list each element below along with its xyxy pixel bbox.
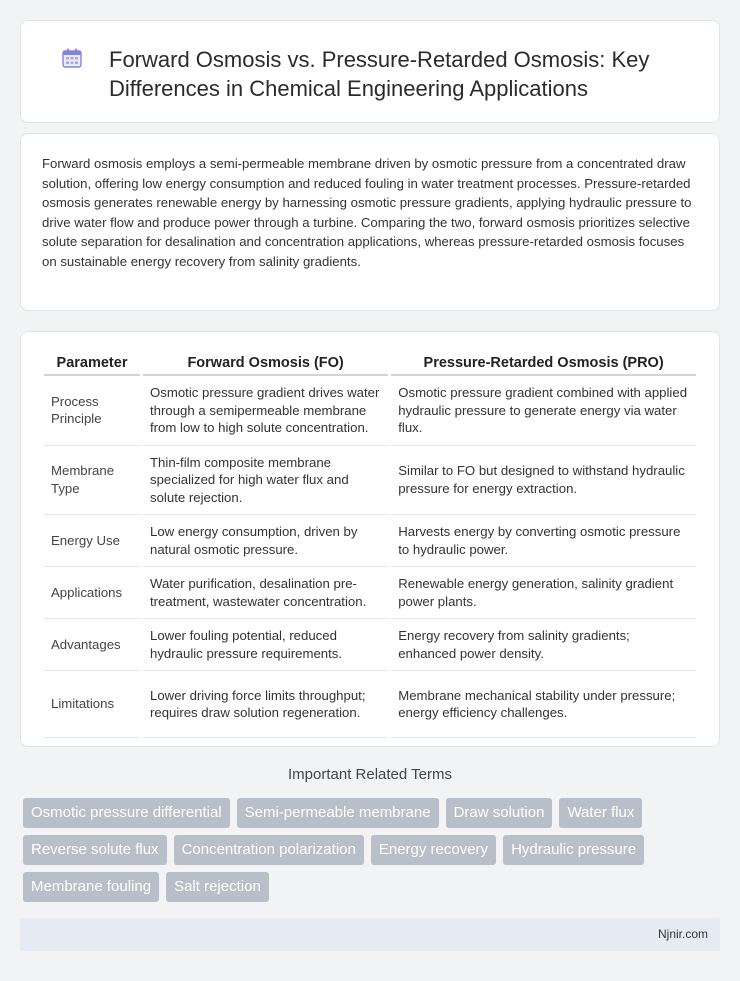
intro-card <box>20 133 720 311</box>
row-pro-value: Renewable energy generation, salinity gradient power plants. <box>391 567 696 619</box>
table-header-row <box>44 352 696 376</box>
row-parameter: Limitations <box>44 671 140 738</box>
row-parameter: Advantages <box>44 619 140 671</box>
tag-concentration-polarization[interactable]: Concentration polarization <box>174 835 364 865</box>
row-pro-value: Energy recovery from salinity gradients; enhanced power density. <box>391 619 696 671</box>
header-pro: Pressure-Retarded Osmosis (PRO) <box>391 352 696 376</box>
footer <box>20 918 720 951</box>
row-fo-value: Lower driving force limits throughput; requires draw solution regeneration. <box>143 671 388 738</box>
row-parameter: Process Principle <box>44 376 140 446</box>
tag-hydraulic-pressure[interactable]: Hydraulic pressure <box>503 835 644 865</box>
tag-membrane-fouling[interactable]: Membrane fouling <box>23 872 159 902</box>
tag-draw-solution[interactable]: Draw solution <box>446 798 553 828</box>
table-row <box>44 446 696 516</box>
tag-semi-permeable-membrane[interactable]: Semi-permeable membrane <box>237 798 439 828</box>
tag-osmotic-pressure-differential[interactable]: Osmotic pressure differential <box>23 798 230 828</box>
footer-site-link[interactable]: Njnir.com <box>657 927 708 941</box>
related-terms-title: Important Related Terms <box>288 766 452 783</box>
tag-energy-recovery[interactable]: Energy recovery <box>371 835 496 865</box>
row-fo-value: Lower fouling potential, reduced hydraulic pressure requirements. <box>143 619 388 671</box>
row-pro-value: Membrane mechanical stability under pressure; energy efficiency challenges. <box>391 671 696 738</box>
row-parameter: Applications <box>44 567 140 619</box>
row-pro-value: Osmotic pressure gradient combined with applied hydraulic pressure to generate energy via water flux. <box>391 376 696 446</box>
header-parameter: Parameter <box>44 352 140 376</box>
row-fo-value: Low energy consumption, driven by natural osmotic pressure. <box>143 515 388 567</box>
calendar-icon <box>61 47 83 69</box>
title-card <box>20 20 720 123</box>
related-terms-list <box>23 798 703 902</box>
header-fo: Forward Osmosis (FO) <box>143 352 388 376</box>
intro-paragraph: Forward osmosis employs a semi-permeable membrane driven by osmotic pressure from a concentrated draw solution, offering low energy consumption and reduced fouling in water treatment processes. Pressure-retarded osmosis generates renewable energy by harnessing osmotic pressure gradients, applying hydraulic pressure to drive water flow and produce power through a turbine. Comparing the two, forward osmosis prioritizes selective solute separation for desalination and concentration applications, whereas pressure-retarded osmosis focuses on sustainable energy recovery from salinity gradients. <box>42 156 692 269</box>
page-title: Forward Osmosis vs. Pressure-Retarded Osmosis: Key Differences in Chemical Engineering Applications <box>109 47 650 101</box>
row-parameter: Membrane Type <box>44 446 140 516</box>
comparison-table <box>41 352 699 738</box>
row-parameter: Energy Use <box>44 515 140 567</box>
table-row <box>44 671 696 738</box>
tag-salt-rejection[interactable]: Salt rejection <box>166 872 269 902</box>
table-row <box>44 376 696 446</box>
table-row <box>44 567 696 619</box>
table-row <box>44 515 696 567</box>
row-fo-value: Osmotic pressure gradient drives water through a semipermeable membrane from low to high solute concentration. <box>143 376 388 446</box>
tag-water-flux[interactable]: Water flux <box>559 798 642 828</box>
row-fo-value: Water purification, desalination pre-treatment, wastewater concentration. <box>143 567 388 619</box>
comparison-table-card <box>20 331 720 747</box>
row-pro-value: Harvests energy by converting osmotic pressure to hydraulic power. <box>391 515 696 567</box>
tag-reverse-solute-flux[interactable]: Reverse solute flux <box>23 835 167 865</box>
row-pro-value: Similar to FO but designed to withstand hydraulic pressure for energy extraction. <box>391 446 696 516</box>
row-fo-value: Thin-film composite membrane specialized for high water flux and solute rejection. <box>143 446 388 516</box>
table-row <box>44 619 696 671</box>
